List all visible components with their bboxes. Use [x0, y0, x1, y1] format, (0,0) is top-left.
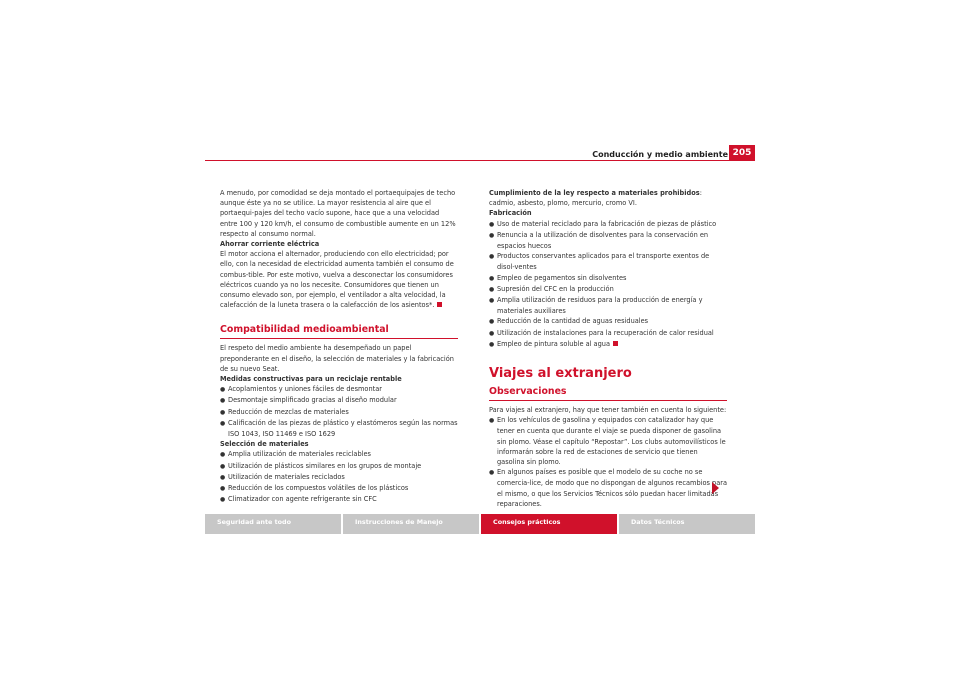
list-item: ● Amplia utilización de materiales reciclables	[220, 449, 458, 460]
bullet-icon: ●	[489, 285, 495, 293]
list-item: ● Renuncia a la utilización de disolventes para la conservación en espacios huecos	[489, 230, 709, 251]
bullet-icon: ●	[489, 274, 495, 282]
materials-heading: Selección de materiales	[220, 440, 309, 449]
observations-intro: Para viajes al extranjero, hay que tener también en cuenta lo siguiente:	[489, 406, 727, 415]
bullet-icon: ●	[220, 397, 226, 405]
list-item: ● Supresión del CFC en la producción	[489, 284, 727, 295]
saving-paragraph	[220, 249, 458, 310]
list-item: ● Desmontaje simplificado gracias al diseño modular	[220, 395, 458, 406]
right-column	[489, 188, 727, 509]
left-column	[220, 188, 458, 505]
tab-seguridad[interactable]: Seguridad ante todo	[205, 514, 341, 534]
page-number: 205	[729, 145, 755, 161]
list-item: ● Productos conservantes aplicados para el transporte exentos de disol-ventes	[489, 252, 710, 272]
bullet-icon: ●	[220, 473, 226, 481]
bullet-icon: ●	[489, 417, 495, 425]
bullet-icon: ●	[220, 485, 226, 493]
bullet-icon: ●	[220, 451, 226, 459]
list-item: ● Utilización de instalaciones para la recuperación de calor residual	[489, 328, 727, 339]
bullet-icon: ●	[220, 462, 226, 470]
footer-nav	[205, 514, 755, 534]
saving-text: El motor acciona el alternador, produciendo con ello electricidad; por ello, con la necesidad de electricidad aumenta también el consumo de combus-tible. Por este motivo, vuelva a desconectar los consumidores eléctricos cuando ya no los necesite. Consumidores que tienen un consumo elevado son, por ejemplo, el ventilador a alta velocidad, la calefacción de la luneta trasera o la calefacción de los asientos*.	[220, 250, 454, 310]
compliance-paragraph	[489, 188, 727, 208]
list-item: ● Calificación de las piezas de plástico y elastómeros según las normas ISO 1043, ISO 11469 e ISO 1629	[220, 418, 458, 439]
list-item: ● Reducción de mezclas de materiales	[220, 407, 458, 418]
tab-datos[interactable]: Datos Técnicos	[619, 514, 755, 534]
materials-list	[220, 449, 458, 505]
observations-title: Observaciones	[489, 386, 727, 401]
list-item: ● Utilización de materiales reciclados	[220, 472, 458, 483]
bullet-icon: ●	[489, 253, 495, 261]
list-item: ● Empleo de pintura soluble al agua	[489, 339, 727, 350]
bullet-icon: ●	[220, 496, 226, 504]
tab-instrucciones[interactable]: Instrucciones de Manejo	[343, 514, 479, 534]
bullet-icon: ●	[489, 220, 495, 228]
bullet-icon: ●	[220, 386, 226, 394]
roof-rack-paragraph: A menudo, por comodidad se deja montado el portaequipajes de techo aunque éste ya no se utilice. La mayor resistencia al aire que el portaequi-pajes del techo vacío supone, hace que a una velocidad entre 100 y 120 km/h, el consumo de combustible aumente en un 12% respecto al consumo normal.	[220, 189, 456, 238]
bullet-icon: ●	[489, 329, 495, 337]
measures-heading: Medidas constructivas para un reciclaje rentable	[220, 375, 402, 384]
saving-heading: Ahorrar corriente eléctrica	[220, 240, 320, 249]
compliance-label: Cumplimiento de la ley respecto a materiales prohibidos	[489, 189, 700, 197]
manufacturing-list	[489, 219, 727, 350]
observations-list	[489, 415, 727, 509]
list-item: ● Empleo de pegamentos sin disolventes	[489, 273, 727, 284]
compliance-text: : cadmio, asbesto, plomo, mercurio, cromo VI.	[489, 189, 702, 208]
list-item: ● En los vehículos de gasolina y equipados con catalizador hay que tener en cuenta que durante el viaje se pueda disponer de gasolina sin plomo. Véase el capítulo “Repostar”. Los clubs automovilísticos le informarán sobre la red de estaciones de servicio que tienen gasolina sin plomo.	[489, 416, 726, 467]
bullet-icon: ●	[489, 318, 495, 326]
bullet-icon: ●	[489, 297, 495, 305]
section-title: Compatibilidad medioambiental	[220, 324, 458, 339]
page-title: Conducción y medio ambiente	[592, 150, 728, 159]
tab-consejos[interactable]: Consejos prácticos	[481, 514, 617, 534]
manufacturing-heading: Fabricación	[489, 209, 532, 218]
list-item: ● Reducción de los compuestos volátiles de los plásticos	[220, 483, 458, 494]
bullet-icon: ●	[220, 408, 226, 416]
measures-list	[220, 384, 458, 439]
list-item: ● Climatizador con agente refrigerante sin CFC	[220, 494, 458, 505]
section-intro: El respeto del medio ambiente ha desempeñado un papel preponderante en el diseño, la selección de materiales y la fabricación de su nuevo Seat.	[220, 344, 454, 373]
bullet-icon: ●	[220, 419, 226, 427]
list-item: ● Uso de material reciclado para la fabricación de piezas de plástico	[489, 219, 727, 230]
bullet-icon: ●	[489, 231, 495, 239]
arrow-right-icon[interactable]	[712, 482, 719, 494]
chapter-title: Viajes al extranjero	[489, 366, 632, 382]
list-item: ● Amplia utilización de residuos para la producción de energía y materiales auxiliares	[489, 296, 703, 316]
bullet-icon: ●	[489, 340, 495, 348]
list-item: ● Reducción de la cantidad de aguas residuales	[489, 316, 727, 327]
bullet-icon: ●	[489, 469, 495, 477]
end-square-icon	[613, 341, 618, 346]
list-item: ● En algunos países es posible que el modelo de su coche no se comercia-lice, de modo que no dispongan de algunos recambios para el mismo, o que los Servicios Técnicos sólo puedan hacer limitadas reparaciones.	[489, 468, 728, 508]
list-item: ● Acoplamientos y uniones fáciles de desmontar	[220, 384, 458, 395]
list-item: ● Utilización de plásticos similares en los grupos de montaje	[220, 461, 458, 472]
end-square-icon	[437, 302, 442, 307]
header-rule	[205, 160, 755, 161]
